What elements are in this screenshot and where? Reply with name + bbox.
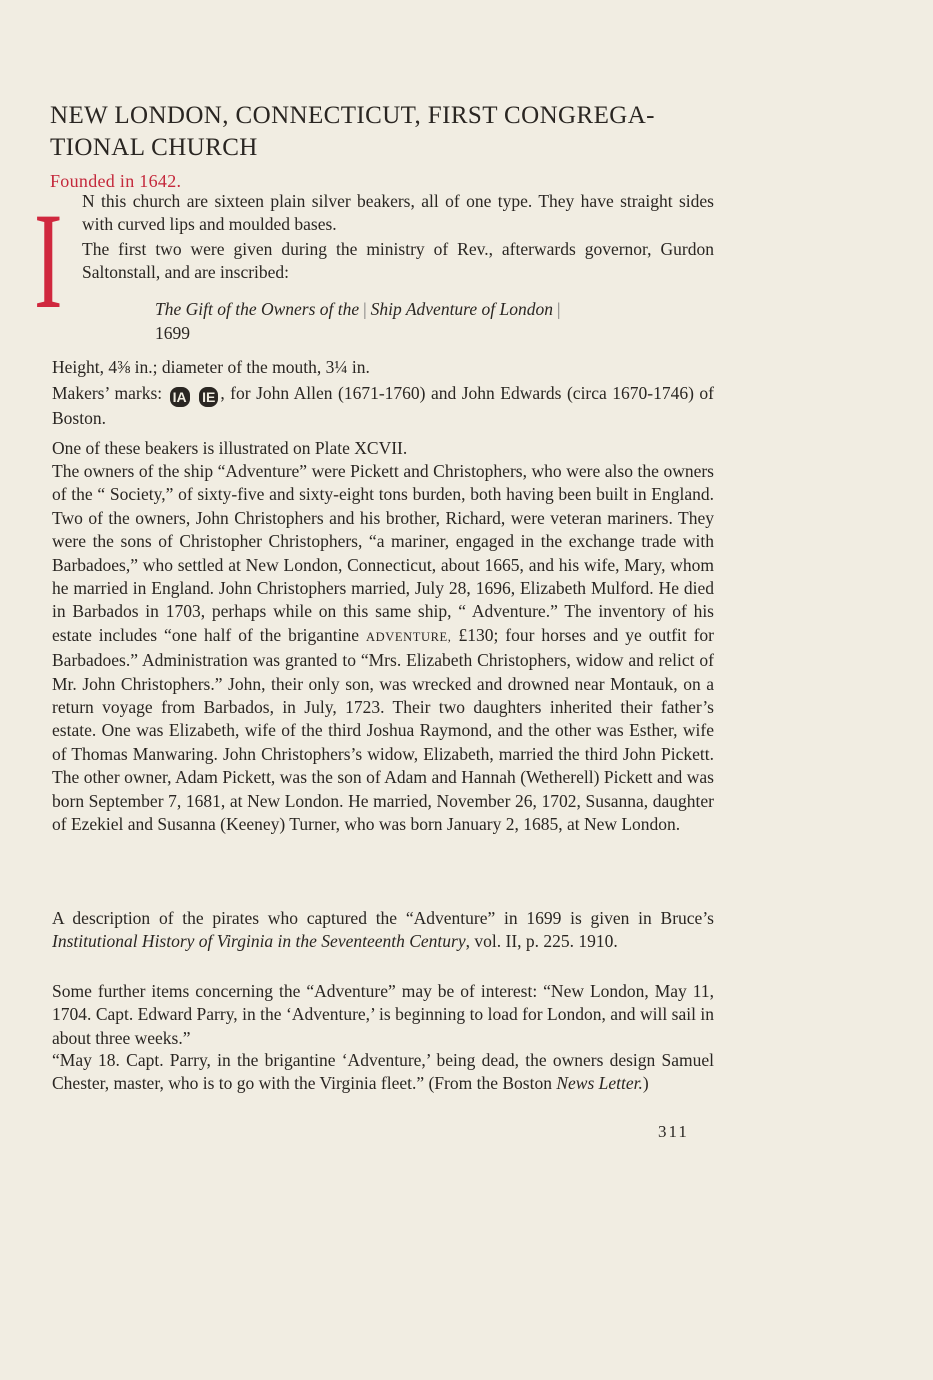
- measurements: Height, 4⅜ in.; diameter of the mouth, 3¼ in.: [52, 357, 370, 377]
- pirates-paragraph: [52, 907, 714, 954]
- inscription-part-1: The Gift of the Owners of the: [155, 299, 360, 319]
- makers-text: , for John Allen (1671-1760) and John Edwards (circa 1670-1746) of Boston.: [52, 383, 714, 428]
- newspaper-title: News Letter.: [556, 1073, 643, 1094]
- maker-mark-ia: IA: [170, 387, 190, 407]
- inscription: [155, 297, 715, 345]
- may18-paragraph: [52, 1049, 714, 1096]
- inscription-part-2: Ship Adventure of London: [370, 299, 553, 319]
- owners-text-1: The owners of the ship “Adventure” were Pickett and Christophers, who were also the owners of the “ Society,” of sixty-five and sixty-eight tons burden, both having been built in England. Two of the owners, John Christophers and his brother, Richard, were veteran mariners. They were the sons of Christopher Christophers, “a mariner, engaged in the exchange trade with Barbadoes,” who settled at New London, Connecticut, about 1665, and his wife, Mary, whom he married in England. John Christophers married, July 28, 1696, Elizabeth Mulford. He died in Barbados in 1703, perhaps while on this same ship, “ Adventure.” The inventory of his estate includes “one half of the brigantine: [52, 461, 714, 645]
- page-number: 311: [658, 1122, 689, 1141]
- items-paragraph: Some further items concerning the “Adventure” may be of interest: “New London, May 11, 1704. Capt. Edward Parry, in the ‘Adventure,’ is beginning to load for London, and will sail in about three weeks.”: [52, 981, 714, 1048]
- intro-line-1: N this church are sixteen plain silver beakers, all of one type. They have straight sides with curved lips and moulded bases.: [82, 191, 714, 235]
- drop-cap: I: [34, 184, 63, 337]
- inscription-year: 1699: [155, 323, 190, 343]
- founded-line: Founded in 1642.: [50, 171, 182, 191]
- inscription-separator-1: |: [363, 299, 367, 319]
- makers-paragraph: [52, 382, 714, 430]
- owners-text-2: £130; four horses and ye outfit for Barbadoes.” Administration was granted to “Mrs. Elizabeth Christophers, widow and relict of Mr. John Christophers.” John, their only son, was wrecked and drowned near Montauk, on a return voyage from Barbados, in July, 1723. Their two daughters inherited their father’s estate. One was Elizabeth, wife of the third Joshua Raymond, and the other was Esther, wife of Thomas Manwaring. John Christophers’s widow, Elizabeth, married the third John Pickett. The other owner, Adam Pickett, was the son of Adam and Hannah (Wetherell) Pickett and was born September 7, 1681, at New London. He married, November 26, 1702, Susanna, daughter of Ezekiel and Susanna (Keeney) Turner, who was born January 2, 1685, at New London.: [52, 624, 714, 835]
- may18-text: “May 18. Capt. Parry, in the brigantine ‘Adventure,’ being dead, the owners design Samuel Chester, master, who is to go with the Virginia fleet.” (From the Boston: [52, 1050, 714, 1094]
- pirates-text-2: , vol. II, p. 225. 1910.: [465, 931, 618, 952]
- book-title: Institutional History of Virginia in the Seventeenth Century: [52, 931, 466, 952]
- intro-line-2: The first two were given during the ministry of Rev., afterwards governor, Gurdon Saltonstall, and are inscribed:: [82, 239, 714, 283]
- owners-paragraph: [52, 460, 714, 837]
- may18-close: ): [642, 1073, 649, 1094]
- maker-mark-ie: IE: [199, 387, 218, 407]
- makers-prefix: Makers’ marks:: [52, 383, 163, 403]
- pirates-text-1: A description of the pirates who captured the “Adventure” in 1699 is given in Bruce’s: [52, 908, 714, 928]
- intro-paragraph-2: [82, 238, 714, 285]
- page-title: NEW LONDON, CONNECTICUT, FIRST CONGREGA- TIONAL CHURCH: [50, 102, 655, 161]
- inscription-separator-2: |: [556, 299, 561, 319]
- plate-line: One of these beakers is illustrated on Plate XCVII.: [52, 438, 408, 458]
- owners-smallcaps: ADVENTURE,: [365, 629, 452, 644]
- intro-paragraph: [82, 190, 714, 237]
